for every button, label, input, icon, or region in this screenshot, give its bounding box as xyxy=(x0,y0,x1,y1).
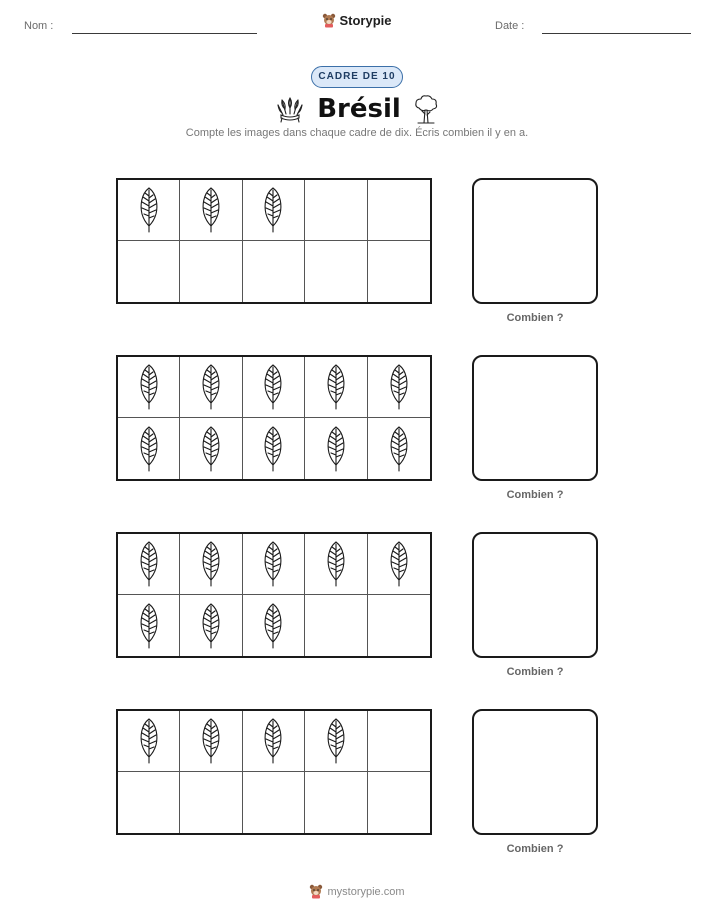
ten-frame-cell xyxy=(243,180,305,241)
feather-icon xyxy=(262,186,284,234)
ten-frame-cell xyxy=(180,711,242,772)
date-line xyxy=(542,33,691,34)
feather-icon xyxy=(200,425,222,473)
ten-frame-cell xyxy=(243,595,305,656)
ten-frame-cell xyxy=(305,418,367,479)
feather-icon xyxy=(138,425,160,473)
brand-name: Storypie xyxy=(339,13,392,28)
ten-frame-cell xyxy=(368,418,430,479)
ten-frame-cell xyxy=(305,595,367,656)
title-row xyxy=(0,89,714,129)
feather-icon xyxy=(200,540,222,588)
ten-frame-cell xyxy=(305,180,367,241)
name-label: Nom : xyxy=(24,20,54,32)
feather-icon xyxy=(262,540,284,588)
feather-icon xyxy=(262,717,284,765)
ten-frame-cell xyxy=(305,711,367,772)
ten-frame-cell xyxy=(305,534,367,595)
ten-frame-cell xyxy=(118,241,180,302)
feather-icon xyxy=(138,540,160,588)
answer-label: Combien ? xyxy=(506,666,564,678)
ten-frame xyxy=(116,532,432,658)
ten-frame-cell xyxy=(180,772,242,833)
feather-icon xyxy=(325,425,347,473)
instructions: Compte les images dans chaque cadre de dix. Écris combien il y en a. xyxy=(185,127,529,139)
feather-icon xyxy=(138,717,160,765)
answer-box[interactable] xyxy=(472,178,598,304)
ten-frame-cell xyxy=(118,711,180,772)
answer-box[interactable] xyxy=(472,355,598,481)
feather-icon xyxy=(200,186,222,234)
brand-logo xyxy=(0,13,714,33)
ten-frame-cell xyxy=(180,595,242,656)
ten-frame-cell xyxy=(118,595,180,656)
ten-frame-cell xyxy=(368,772,430,833)
feather-icon xyxy=(325,540,347,588)
ten-frame-cell xyxy=(305,357,367,418)
tree-icon xyxy=(413,94,439,124)
ten-frame-cell xyxy=(368,180,430,241)
ten-frame-cell xyxy=(180,534,242,595)
ten-frame-cell xyxy=(368,595,430,656)
ten-frame-cell xyxy=(243,711,305,772)
answer-label: Combien ? xyxy=(506,489,564,501)
feather-icon xyxy=(325,363,347,411)
ten-frame-cell xyxy=(368,534,430,595)
ten-frame-cell xyxy=(243,357,305,418)
ten-frame-cell xyxy=(243,241,305,302)
feather-icon xyxy=(262,602,284,650)
feather-icon xyxy=(138,363,160,411)
ten-frame-cell xyxy=(243,772,305,833)
ten-frame-cell xyxy=(118,418,180,479)
ten-frame-cell xyxy=(305,241,367,302)
answer-label: Combien ? xyxy=(506,843,564,855)
feather-icon xyxy=(200,363,222,411)
ten-frame-cell xyxy=(243,534,305,595)
ten-frame-cell xyxy=(118,772,180,833)
ten-frame-cell xyxy=(243,418,305,479)
ten-frame-cell xyxy=(118,180,180,241)
footer xyxy=(0,884,714,904)
feather-headdress-icon xyxy=(275,94,305,124)
ten-frame-cell xyxy=(118,357,180,418)
feather-icon xyxy=(200,717,222,765)
footer-site-link[interactable]: mystorypie.com xyxy=(327,885,405,898)
feather-icon xyxy=(138,602,160,650)
ten-frame-cell xyxy=(180,418,242,479)
feather-icon xyxy=(388,425,410,473)
feather-icon xyxy=(138,186,160,234)
bear-mascot-icon xyxy=(322,13,336,28)
ten-frame-cell xyxy=(368,357,430,418)
feather-icon xyxy=(200,602,222,650)
ten-frame-cell xyxy=(180,241,242,302)
page-title: Brésil xyxy=(317,94,401,124)
ten-frame xyxy=(116,355,432,481)
answer-label: Combien ? xyxy=(506,312,564,324)
ten-frame-cell xyxy=(118,534,180,595)
ten-frame-cell xyxy=(180,357,242,418)
answer-box[interactable] xyxy=(472,709,598,835)
name-line xyxy=(72,33,257,34)
feather-icon xyxy=(262,363,284,411)
feather-icon xyxy=(325,717,347,765)
ten-frame-cell xyxy=(368,711,430,772)
answer-box[interactable] xyxy=(472,532,598,658)
worksheet-type-badge: CADRE DE 10 xyxy=(311,66,403,88)
bear-mascot-icon xyxy=(309,884,323,899)
feather-icon xyxy=(388,363,410,411)
feather-icon xyxy=(388,540,410,588)
ten-frame-cell xyxy=(368,241,430,302)
feather-icon xyxy=(262,425,284,473)
date-label: Date : xyxy=(495,20,525,32)
ten-frame xyxy=(116,709,432,835)
ten-frame xyxy=(116,178,432,304)
ten-frame-cell xyxy=(305,772,367,833)
ten-frame-cell xyxy=(180,180,242,241)
